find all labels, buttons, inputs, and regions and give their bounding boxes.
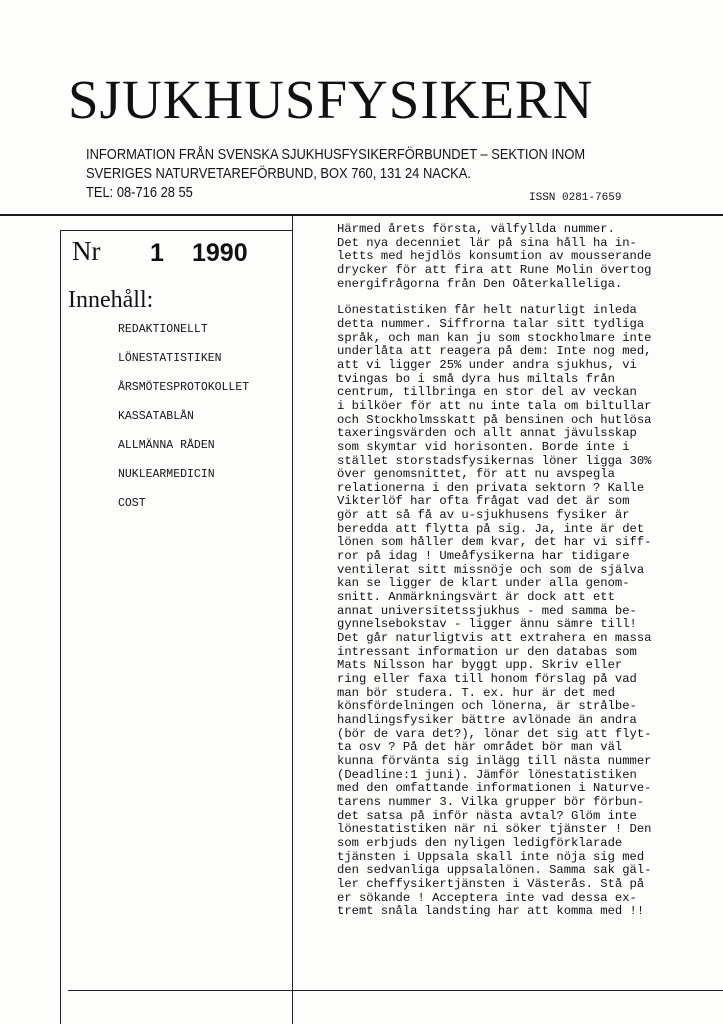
article-line: (Deadline:1 juni). Jämför lönestatistiken (337, 767, 637, 782)
article-line: tvingas bo i små dyra hus miltals från (337, 371, 615, 386)
article-line: annat universitetssjukhus - med samma be- (337, 603, 637, 618)
article-line: ler cheffysikertjänsten i Västerås. Stå på (337, 876, 645, 891)
contents-item: KASSATABLÅN (118, 410, 194, 423)
issue-year: 1990 (192, 239, 248, 267)
article-paragraph (337, 304, 721, 919)
footer-divider (68, 990, 723, 991)
masthead-info-line: INFORMATION FRÅN SVENSKA SJUKHUSFYSIKERFÖRBUNDET – SEKTION INOM (86, 146, 586, 163)
article-line: (bör de vara det?), lönar det sig att flyt- (337, 726, 652, 741)
article-line: med den omfattande informationen i Naturve- (337, 781, 652, 796)
article-line: gör att så få av u-sjukhusens fysiker är (337, 508, 630, 523)
issue-nr-label: Nr (72, 236, 101, 266)
article-line: Mats Nilsson har byggt upp. Skriv eller (337, 658, 623, 673)
article-line: man bör studera. T. ex. hur är det med (337, 685, 615, 700)
article-line: att vi ligger 25% under andra sjukhus, vi (337, 357, 637, 372)
article-line: underlåta att reagera på dem: Inte nog med, (337, 344, 652, 359)
masthead-title: SJUKHUSFYSIKERN (68, 69, 594, 130)
article-line: i bilköer för att nu inte tala om biltullar (337, 398, 652, 413)
article-line: Vikterlöf har ofta frågat vad det är som (337, 494, 630, 509)
article-line: Det går naturligtvis att extrahera en massa (337, 631, 652, 646)
article-line: energifrågorna från Den Oåterkalleliga. (337, 276, 623, 291)
article-line: kan se ligger de klart under alla genom- (337, 576, 630, 591)
contents-list (118, 322, 249, 525)
article-line: det satsa på inför nästa avtal? Glöm inte (337, 808, 637, 823)
article-line: lönestatistiken när ni söker tjänster ! Den (337, 822, 652, 837)
masthead-info-line: SVERIGES NATURVETAREFÖRBUND, BOX 760, 131 24 NACKA. (86, 165, 471, 182)
article-line: centrum, tillbringa en stor del av veckan (337, 385, 637, 400)
article-line: könsfördelningen och lönerna, är strålbe- (337, 699, 637, 714)
article-line: beredda att flytta på sig. Ja, inte är det (337, 521, 645, 536)
contents-item: NUKLEARMEDICIN (118, 468, 215, 481)
article-line: drycker för att fira att Rune Molin övertog (337, 262, 652, 277)
article-line: Lönestatistiken får helt naturligt inleda (337, 303, 637, 318)
article-line: Härmed årets första, välfyllda nummer. (337, 222, 615, 236)
issue-number: 1 (150, 239, 164, 267)
article-line: relationerna i den privata sektorn ? Kalle (337, 480, 645, 495)
article-line: ta osv ? På det här området bör man väl (337, 740, 623, 755)
article-line: ror på idag ! Umeåfysikerna har tidigare (337, 549, 630, 564)
article-paragraph (337, 223, 721, 291)
article-line: ventilerat sitt missnöje och som de själva (337, 562, 645, 577)
article-line: stället storstadsfysikernas löner ligga 30% (337, 453, 652, 468)
article-line: letts med hejdlös konsumtion av mousserande (337, 249, 652, 264)
column-divider (292, 216, 293, 1024)
article-line: som erbjuds den nyligen ledigförklarade (337, 835, 623, 850)
article-line: som skymtar vid horisonten. Borde inte i (337, 439, 630, 454)
article-line: tjänsten i Uppsala skall inte nöja sig med (337, 849, 645, 864)
masthead-info (86, 145, 585, 202)
article-line: tremt snåla landsting har att komma med !! (337, 904, 645, 919)
editorial-article (337, 223, 721, 932)
article-line: tarens nummer 3. Vilka grupper bör förbun- (337, 794, 645, 809)
article-line: er sökande ! Acceptera inte vad dessa ex- (337, 890, 637, 905)
contents-item: REDAKTIONELLT (118, 323, 208, 336)
left-column-top-border (60, 230, 293, 231)
article-line: intressant information ur den databas som (337, 644, 637, 659)
article-line: den sedvanliga uppsalalönen. Samma sak gäl- (337, 863, 652, 878)
article-line: Det nya decenniet lär på sina håll ha in- (337, 235, 637, 250)
article-line: kunna förvänta sig inlägg till nästa nummer (337, 753, 652, 768)
article-line: detta nummer. Siffrorna talar sitt tydliga (337, 316, 645, 331)
article-line: över genomsnittet, för att nu avspegla (337, 467, 615, 482)
masthead-info-line: TEL: 08-716 28 55 (86, 184, 193, 201)
article-line: lönen som håller dem kvar, det har vi siff- (337, 535, 652, 550)
article-line: och Stockholmsskatt på bensinen och hutlösa (337, 412, 652, 427)
article-line: snitt. Anmärkningsvärt är dock att ett (337, 590, 615, 605)
contents-item: LÖNESTATISTIKEN (118, 352, 222, 365)
contents-item: COST (118, 497, 146, 510)
article-line: taxeringsvärden och allt annat jävulsskap (337, 426, 637, 441)
header-divider (0, 214, 723, 216)
article-line: språk, och man kan ju som stockholmare inte (337, 330, 652, 345)
article-line: handlingsfysiker bättre avlönade än andra (337, 712, 637, 727)
issn-number: ISSN 0281-7659 (529, 192, 622, 204)
contents-item: ÅRSMÖTESPROTOKOLLET (118, 381, 250, 394)
left-column-border (60, 230, 61, 1024)
contents-heading: Innehåll: (68, 287, 154, 313)
article-line: ring eller faxa till honom förslag på vad (337, 672, 637, 686)
article-line: gynnelsebokstav - ligger ännu sämre till! (337, 617, 637, 632)
contents-item: ALLMÄNNA RÅDEN (118, 439, 215, 452)
